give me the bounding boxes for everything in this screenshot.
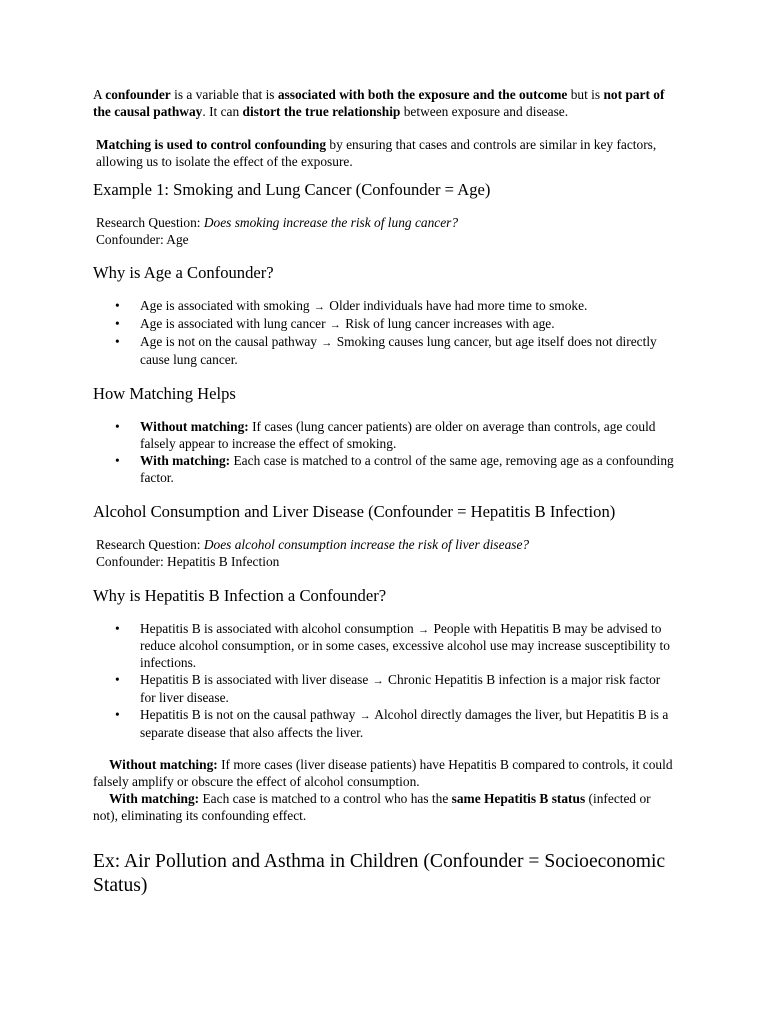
list-item: • Age is associated with smoking → Older individuals have had more time to smoke. [93, 298, 676, 316]
list-item: • Hepatitis B is not on the causal pathway → Alcohol directly damages the liver, but Hepatitis B is a separate disease that also affects the liver. [93, 707, 676, 742]
list-item: • Without matching: If cases (lung cancer patients) are older on average than controls, age could falsely appear to increase the effect of smoking. [93, 419, 676, 453]
example2-research-question: Research Question: Does alcohol consumption increase the risk of liver disease? [96, 536, 530, 552]
arrow-right-icon: → [321, 337, 333, 350]
example1-confounder: Confounder: Age [96, 231, 189, 247]
example2-research-block [93, 537, 676, 571]
arrow-right-icon: → [418, 623, 430, 636]
example1-research-question: Research Question: Does smoking increase the risk of lung cancer? [96, 214, 459, 230]
example2-confounder: Confounder: Hepatitis B Infection [96, 553, 280, 569]
arrow-right-icon: → [329, 319, 341, 332]
arrow-right-icon: → [313, 301, 325, 314]
list-item: • With matching: Each case is matched to a control of the same age, removing age as a confounding factor. [93, 453, 676, 487]
list-item: • Hepatitis B is associated with alcohol consumption → People with Hepatitis B may be advised to reduce alcohol consumption, or in some cases, excessive alcohol use may increase susceptibility to infections. [93, 621, 676, 673]
example2-why-heading: Why is Hepatitis B Infection a Confounder? [93, 585, 387, 605]
list-item: • Hepatitis B is associated with liver disease → Chronic Hepatitis B infection is a major risk factor for liver disease. [93, 672, 676, 707]
matching-paragraph: Matching is used to control confounding by ensuring that cases and controls are similar in key factors, allowing us to isolate the effect of the exposure. [96, 136, 657, 169]
intro-paragraph: A confounder is a variable that is associated with both the exposure and the outcome but is not part of the causal pathway. It can distort the true relationship between exposure and disease. [93, 87, 665, 119]
example1-heading: Example 1: Smoking and Lung Cancer (Confounder = Age) [93, 179, 491, 199]
example2-without-matching: Without matching: If more cases (liver disease patients) have Hepatitis B compared to controls, it could falsely amplify or obscure the effect of alcohol consumption. [93, 756, 673, 789]
example1-why-list [93, 298, 676, 369]
example3-heading: Ex: Air Pollution and Asthma in Children (Confounder = Socioeconomic Status) [93, 851, 666, 896]
example2-matching-block [93, 757, 676, 825]
example1-how-list [93, 419, 676, 487]
example1-research-block [93, 215, 676, 249]
example1-how-heading: How Matching Helps [93, 384, 236, 404]
list-item: • Age is not on the causal pathway → Smoking causes lung cancer, but age itself does not directly cause lung cancer. [93, 334, 676, 369]
example2-heading: Alcohol Consumption and Liver Disease (Confounder = Hepatitis B Infection) [93, 501, 616, 521]
arrow-right-icon: → [359, 710, 371, 723]
arrow-right-icon: → [372, 675, 384, 688]
example1-why-heading: Why is Age a Confounder? [93, 263, 274, 283]
example2-with-matching: With matching: Each case is matched to a control who has the same Hepatitis B status (infected or not), eliminating its confounding effect. [93, 790, 651, 823]
example2-why-list [93, 621, 676, 742]
list-item: • Age is associated with lung cancer → Risk of lung cancer increases with age. [93, 316, 676, 334]
